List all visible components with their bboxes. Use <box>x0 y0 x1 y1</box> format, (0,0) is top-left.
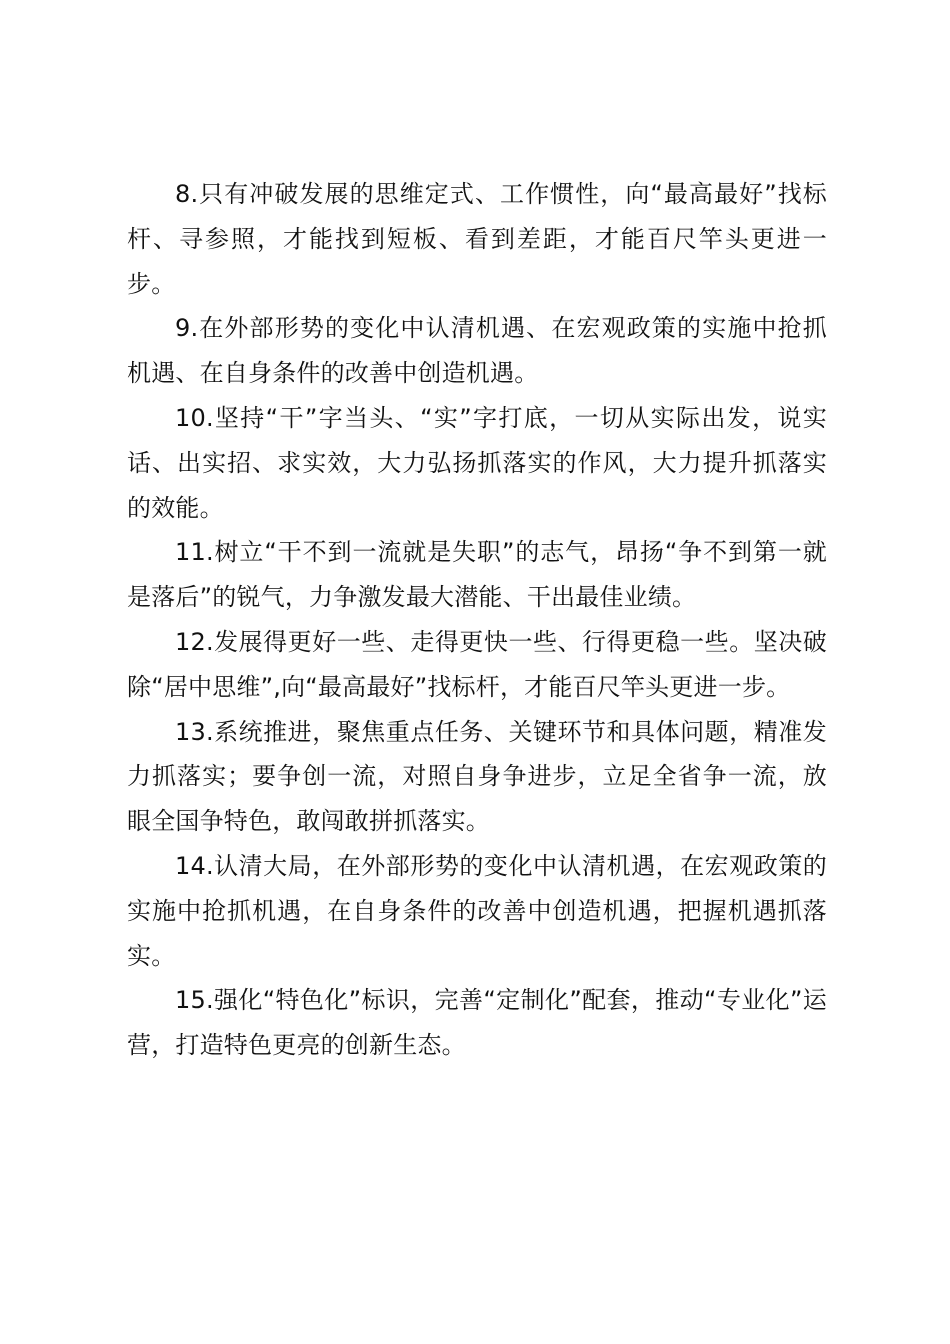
paragraph-11: 11.树立“干不到一流就是失职”的志气，昂扬“争不到第一就是落后”的锐气，力争激发最大潜能、干出最佳业绩。 <box>127 538 827 612</box>
paragraph-12: 12.发展得更好一些、走得更快一些、行得更稳一些。坚决破除“居中思维”,向“最高最好”找标杆，才能百尺竿头更进一步。 <box>127 627 827 701</box>
paragraph-9: 9.在外部形势的变化中认清机遇、在宏观政策的实施中抢抓机遇、在自身条件的改善中创造机遇。 <box>127 314 827 388</box>
paragraph-8: 8.只有冲破发展的思维定式、工作惯性，向“最高最好”找标杆、寻参照，才能找到短板、看到差距，才能百尺竿头更进一步。 <box>127 180 827 298</box>
document-body <box>127 172 827 1068</box>
paragraph-10: 10.坚持“干”字当头、“实”字打底，一切从实际出发，说实话、出实招、求实效，大力弘扬抓落实的作风，大力提升抓落实的效能。 <box>127 403 827 522</box>
paragraph-14: 14.认清大局，在外部形势的变化中认清机遇，在宏观政策的实施中抢抓机遇，在自身条件的改善中创造机遇，把握机遇抓落实。 <box>127 851 827 970</box>
paragraph-15: 15.强化“特色化”标识，完善“定制化”配套，推动“专业化”运营，打造特色更亮的创新生态。 <box>127 986 827 1060</box>
paragraph-13: 13.系统推进，聚焦重点任务、关键环节和具体问题，精准发力抓落实；要争创一流，对照自身争进步，立足全省争一流，放眼全国争特色，敢闯敢拼抓落实。 <box>127 717 827 836</box>
